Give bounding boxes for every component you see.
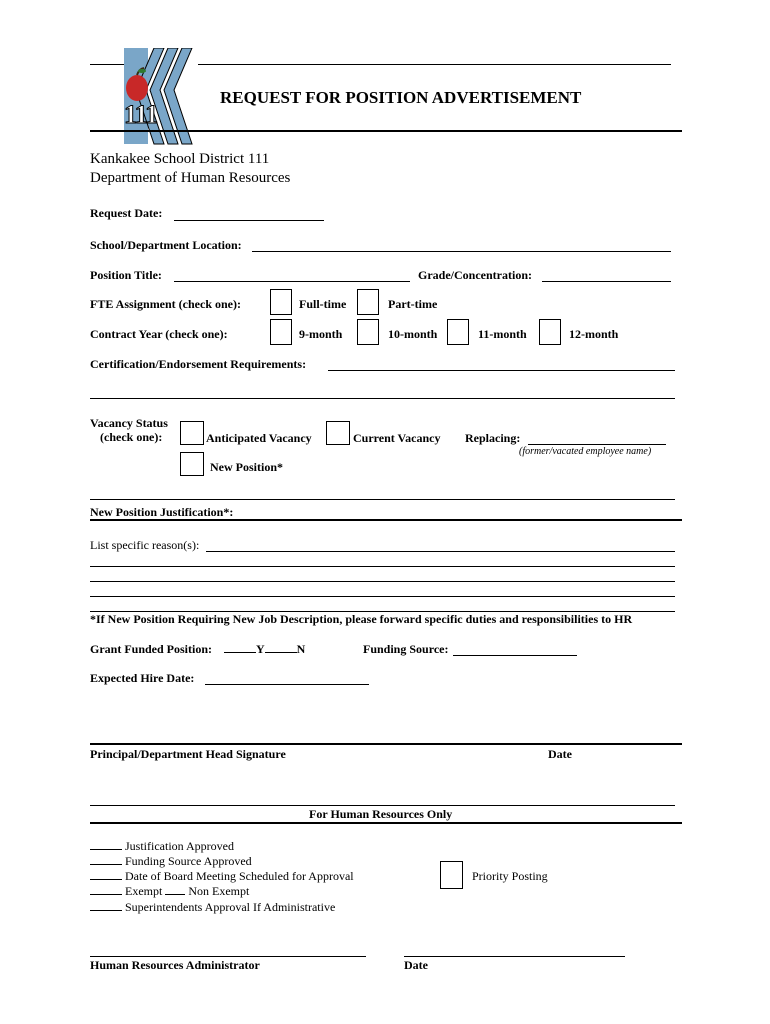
- 9-month-label: 9-month: [299, 327, 343, 341]
- anticipated-vacancy-label: Anticipated Vacancy: [206, 431, 312, 445]
- full-time-label: Full-time: [299, 297, 347, 311]
- replacing-field[interactable]: [528, 444, 666, 445]
- hr-item-blank[interactable]: [90, 879, 122, 880]
- new-job-description-note: *If New Position Requiring New Job Description, please forward specific duties and responsibilities to HR: [90, 612, 633, 626]
- anticipated-vacancy-checkbox[interactable]: [180, 421, 204, 445]
- expected-hire-date-field[interactable]: [205, 684, 369, 685]
- grant-funded-no[interactable]: N: [296, 642, 306, 656]
- reason-line-1[interactable]: [206, 551, 675, 552]
- request-date-label: Request Date:: [90, 206, 163, 220]
- 11-month-label: 11-month: [478, 327, 527, 341]
- 11-month-checkbox[interactable]: [447, 319, 469, 345]
- signature-line[interactable]: [90, 743, 682, 745]
- justification-heading-rule: [90, 519, 682, 521]
- justification-heading: New Position Justification*:: [90, 505, 234, 519]
- hr-item-blank[interactable]: [90, 910, 122, 911]
- hr-administrator-signature-line[interactable]: [90, 956, 366, 957]
- priority-posting-checkbox[interactable]: [440, 861, 463, 889]
- fte-assignment-label: FTE Assignment (check one):: [90, 297, 241, 311]
- 9-month-checkbox[interactable]: [270, 319, 292, 345]
- full-time-checkbox[interactable]: [270, 289, 292, 315]
- department-name: Department of Human Resources: [90, 170, 291, 186]
- replacing-hint: (former/vacated employee name): [519, 446, 652, 457]
- 10-month-label: 10-month: [388, 327, 438, 341]
- reason-line-2[interactable]: [90, 566, 675, 567]
- 10-month-checkbox[interactable]: [357, 319, 379, 345]
- part-time-checkbox[interactable]: [357, 289, 379, 315]
- list-reasons-label: List specific reason(s):: [90, 538, 200, 552]
- principal-signature-label: Principal/Department Head Signature: [90, 747, 286, 761]
- funding-source-field[interactable]: [453, 655, 577, 656]
- hr-only-heading: For Human Resources Only: [309, 807, 453, 821]
- new-position-label: New Position*: [210, 460, 283, 474]
- hr-item-justification: Justification Approved: [90, 839, 234, 854]
- 12-month-label: 12-month: [569, 327, 619, 341]
- 12-month-checkbox[interactable]: [539, 319, 561, 345]
- hr-date-label: Date: [404, 958, 428, 972]
- hr-item-blank[interactable]: [90, 894, 122, 895]
- new-position-checkbox[interactable]: [180, 452, 204, 476]
- vacancy-status-label: Vacancy Status: [90, 416, 168, 430]
- hr-item-blank[interactable]: [90, 864, 122, 865]
- reason-line-4[interactable]: [90, 596, 675, 597]
- hr-administrator-label: Human Resources Administrator: [90, 958, 260, 972]
- current-vacancy-label: Current Vacancy: [353, 431, 441, 445]
- hr-item-blank[interactable]: [90, 849, 122, 850]
- grade-concentration-field[interactable]: [542, 281, 671, 282]
- hr-item-superintendent: Superintendents Approval If Administrative: [90, 900, 335, 915]
- school-location-label: School/Department Location:: [90, 238, 242, 252]
- priority-posting-label: Priority Posting: [472, 869, 548, 883]
- part-time-label: Part-time: [388, 297, 438, 311]
- district-name: Kankakee School District 111: [90, 151, 270, 167]
- certification-field[interactable]: [328, 370, 675, 371]
- logo-number: 111: [124, 100, 158, 129]
- hr-item-funding: Funding Source Approved: [90, 854, 252, 869]
- vacancy-status-hint: (check one):: [100, 430, 163, 444]
- replacing-label: Replacing:: [465, 431, 521, 445]
- hr-heading-rule: [90, 822, 682, 824]
- signature-date-label: Date: [548, 747, 572, 761]
- hr-item-board-meeting: Date of Board Meeting Scheduled for Approval: [90, 869, 354, 884]
- hr-item-exempt: Exempt Non Exempt: [90, 884, 249, 899]
- request-date-field[interactable]: [174, 220, 324, 221]
- hr-section-top-rule: [90, 805, 675, 806]
- grade-concentration-label: Grade/Concentration:: [418, 268, 532, 282]
- contract-year-label: Contract Year (check one):: [90, 327, 228, 341]
- current-vacancy-checkbox[interactable]: [326, 421, 350, 445]
- header-top-rule-right: [198, 64, 671, 65]
- grant-funded-options[interactable]: [224, 642, 305, 657]
- school-location-field[interactable]: [252, 251, 671, 252]
- expected-hire-date-label: Expected Hire Date:: [90, 671, 195, 685]
- certification-field-line-2[interactable]: [90, 398, 675, 399]
- certification-label: Certification/Endorsement Requirements:: [90, 357, 307, 371]
- page-title: REQUEST FOR POSITION ADVERTISEMENT: [220, 88, 582, 107]
- grant-funded-yes[interactable]: Y: [256, 642, 265, 656]
- header-bottom-rule: [90, 130, 682, 132]
- non-exempt-blank[interactable]: [165, 894, 185, 895]
- grant-funded-label: Grant Funded Position:: [90, 642, 213, 656]
- position-title-field[interactable]: [174, 281, 410, 282]
- header-top-rule-left: [90, 64, 124, 65]
- position-title-label: Position Title:: [90, 268, 162, 282]
- reason-line-3[interactable]: [90, 581, 675, 582]
- justification-top-rule: [90, 499, 675, 500]
- funding-source-label: Funding Source:: [363, 642, 449, 656]
- hr-date-line[interactable]: [404, 956, 625, 957]
